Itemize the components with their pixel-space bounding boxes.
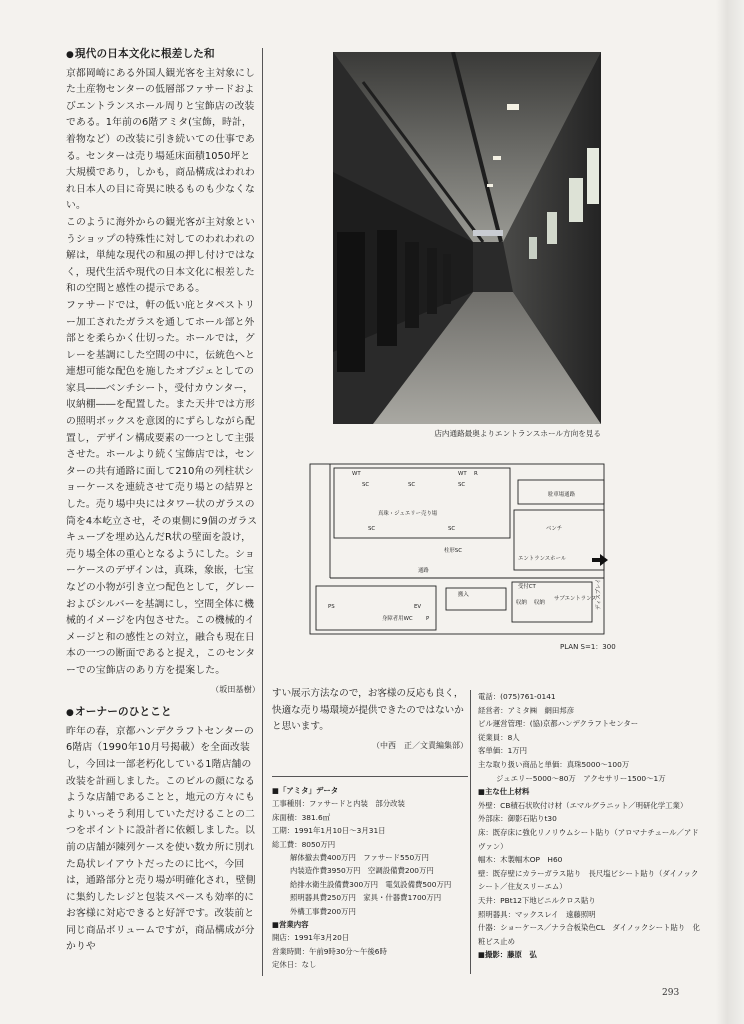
plan-label: EV [414,604,422,610]
plan-label: SC [362,482,370,488]
plan-label: R [474,471,478,477]
plan-label: エントランスホール [518,556,567,562]
info-line: 主な取り扱い商品と単価：真珠5000～100万 [478,759,630,769]
corridor-photo [333,52,601,424]
plan-label: WT [352,471,361,477]
page-edge [716,0,744,1024]
article-paragraph: ファサードでは，軒の低い庇とタペストリー加工されたガラスを通してホール部と外部とを柔らかく仕切った。ホールでは，グレーを基調にした空間の中に，伝統色へと連想可能な配色を施したオブジェとしての家具――ベンチシート，受付カウンター，収納棚――を配置した。また天井では方形の照明ボックスを意図的にずらしながら配置し，デザイン構成要素の一つとして主張させた。ホールより続く宝飾店では，センターの共有通路に面して210角の列柱状ショーケースを連続させて売り場との結界とした。売り場中央にはタワー状のガラスの筒を4本屹立させ，その東側に9個のガラスキューブを埋め込んだR状の壁面を設け，売り場全体の重心となるようにした。ショーケースのデザインは，真珠，象嵌，七宝などの小物が引き立つ配色として，グレーおよびシルバーを基調にし，空間全体に機械的イメージを内包させた。この機械的イメージと和の感性との対立，融合も現在日本の一つの断面であると捉え，このセンターでの宝飾店のあり方を提案した。 [66,299,258,676]
plan-label: 駐車場通路 [548,492,575,498]
plan-label: 受付CT [518,584,536,590]
finish-line: 天井：PBt12下地ビニルクロス貼り [478,895,596,905]
business-line: 定休日：なし [272,960,317,970]
column-rule-left [262,48,263,976]
data-line: 床面積：381.6㎡ [272,812,331,822]
plan-label: PS [328,604,335,610]
plan-label: 搬入 [458,592,469,598]
photo-caption: 店内通路最奥よりエントランスホール方向を見る [434,429,601,438]
plan-label: 収納 [516,600,527,606]
business-line: 営業時間：午前9時30分～午後6時 [272,946,387,956]
plan-label: SC [448,526,456,532]
photographer-credit: ■撮影：藤原 弘 [478,950,537,960]
page-number: 293 [662,988,680,998]
shop-data [272,784,468,972]
shop-info-column [478,690,700,962]
editor-signature: （中西 正／文責編集部） [372,740,468,750]
info-line: ジュエリー5000～80万 アクセサリー1500～1万 [496,773,666,783]
finish-line: 幅木：木製幅木OP H60 [478,855,563,865]
cost-line: 解体撤去費400万円 ファサード550万円 [290,853,429,863]
finish-line: 照明器具：マックスレイ 遠藤照明 [478,909,596,919]
article-heading-1: ●現代の日本文化に根差した和 [66,48,215,60]
plan-label: 通路 [418,568,429,574]
data-line: 工事種別：ファサードと内装 部分改装 [272,799,405,809]
article-paragraph: このように海外からの観光客が主対象というショップの特殊性に対してのわれわれの解は，単純な現代の和風の押し付けではなく，現代生活や現代の日本文化に根差した和の空間と感性の提示である。 [66,216,255,295]
plan-label: SC [368,526,376,532]
column-rule-mid [470,690,471,974]
cost-line: 照明器具費250万円 家具・什器費1700万円 [290,893,442,903]
owner-paragraph: 昨年の春，京都ハンデクラフトセンターの6階店（1990年10月号掲載）を全面改装し，今回は一部老朽化している1階店舗の改装を計画しました。このビルの顔になるような店舗であることと，地元の方々にもよりいっそう利用していただけることの二つをポイントに設計者に依頼しました。以前の店舗が陳列ケースを使い数カ所に別れた島状レイアウトだったのに比べ，今回は，通路部分と売り場が明確化され，壁側に集約したレジと包装スペースも効率的にお客様に対応できると好評です。改装前と同じ商品ボリュームですが，商品構成が分かりや [66,725,256,953]
finish-line: 外部床：御影石貼りt30 [478,814,557,824]
finish-line: 床：既存床に強化リノリウムシート貼り（アロマナチュール／アドヴァン） [478,827,699,851]
info-line: 経営者：アミタ㈱ 網田邦彦 [478,705,575,715]
business-line: 開店：1991年3月20日 [272,933,350,943]
plan-label: ディスプレイ [596,578,602,610]
author-signature: （坂田基樹） [211,684,260,694]
article-paragraph: 京都岡崎にある外国人観光客を主対象にした土産物センターの低層部ファサードおよびエントランスホール周りと宝飾店の改装である。1年前の6階アミタ(宝飾，時計，着物など）の改装に引き続いての仕事である。センターは売り場延床面積1050坪と大規模であり，しかも，商品構成はわれわれ日本人の目に奇異に映るものも少なくない。 [66,67,255,212]
plan-label: WT [458,471,467,477]
plan-label: P [426,616,430,622]
cost-line: 給排水衛生設備費300万円 電気設備費500万円 [290,879,452,889]
plan-label: SC [408,482,416,488]
plan-label: 真珠・ジュエリー売り場 [378,511,438,517]
finish-line: 壁：既存壁にカラーガラス貼り 長尺塩ビシート貼り（ダイノックシート／住友スリーエム） [478,868,699,892]
owner-paragraph-continued: すい展示方法なので，お客様の反応も良く，快適な売り場環境が提供できたのではないかと思います。 [272,688,464,733]
cost-line: 内装造作費3950万円 空調設備費200万円 [290,866,434,876]
data-line: 工期：1991年1月10日～3月31日 [272,826,386,836]
data-title: ■「アミタ」データ [272,786,339,795]
cost-line: 外構工事費200万円 [290,906,356,916]
plan-label: ベンチ [546,526,563,532]
plan-label: SC [458,482,466,488]
info-line: 客単価：1万円 [478,746,528,756]
floor-plan [308,460,608,640]
info-line: 電話：(075)761-0141 [478,692,556,701]
info-line: 従業員：8人 [478,732,520,742]
finish-line: 什器：ショーケース／ナラ合板染色CL ダイノックシート貼り 化粧ビス止め [478,923,700,946]
plan-label: 収納 [534,600,545,606]
business-title: ■営業内容 [272,920,309,930]
plan-label: サブエントランス [554,596,597,602]
info-line: ビル運営管理：(協)京都ハンデクラフトセンター [478,719,639,729]
data-line: 総工費：8050万円 [272,839,336,849]
data-rule [272,776,468,777]
article-heading-2: ●オーナーのひとこと [66,706,172,719]
finish-line: 外壁：CB積石状吹付け材（エマルグラニット／明研化学工業） [478,800,688,810]
plan-label: 柱形SC [444,548,462,554]
entrance-arrow-icon [592,554,608,566]
article-left-column [66,46,260,956]
plan-scale: PLAN S=1：300 [560,643,616,651]
article-mid-column [272,686,468,754]
plan-label: 身障者用WC [382,616,413,622]
finish-title: ■主な仕上材料 [478,787,530,797]
